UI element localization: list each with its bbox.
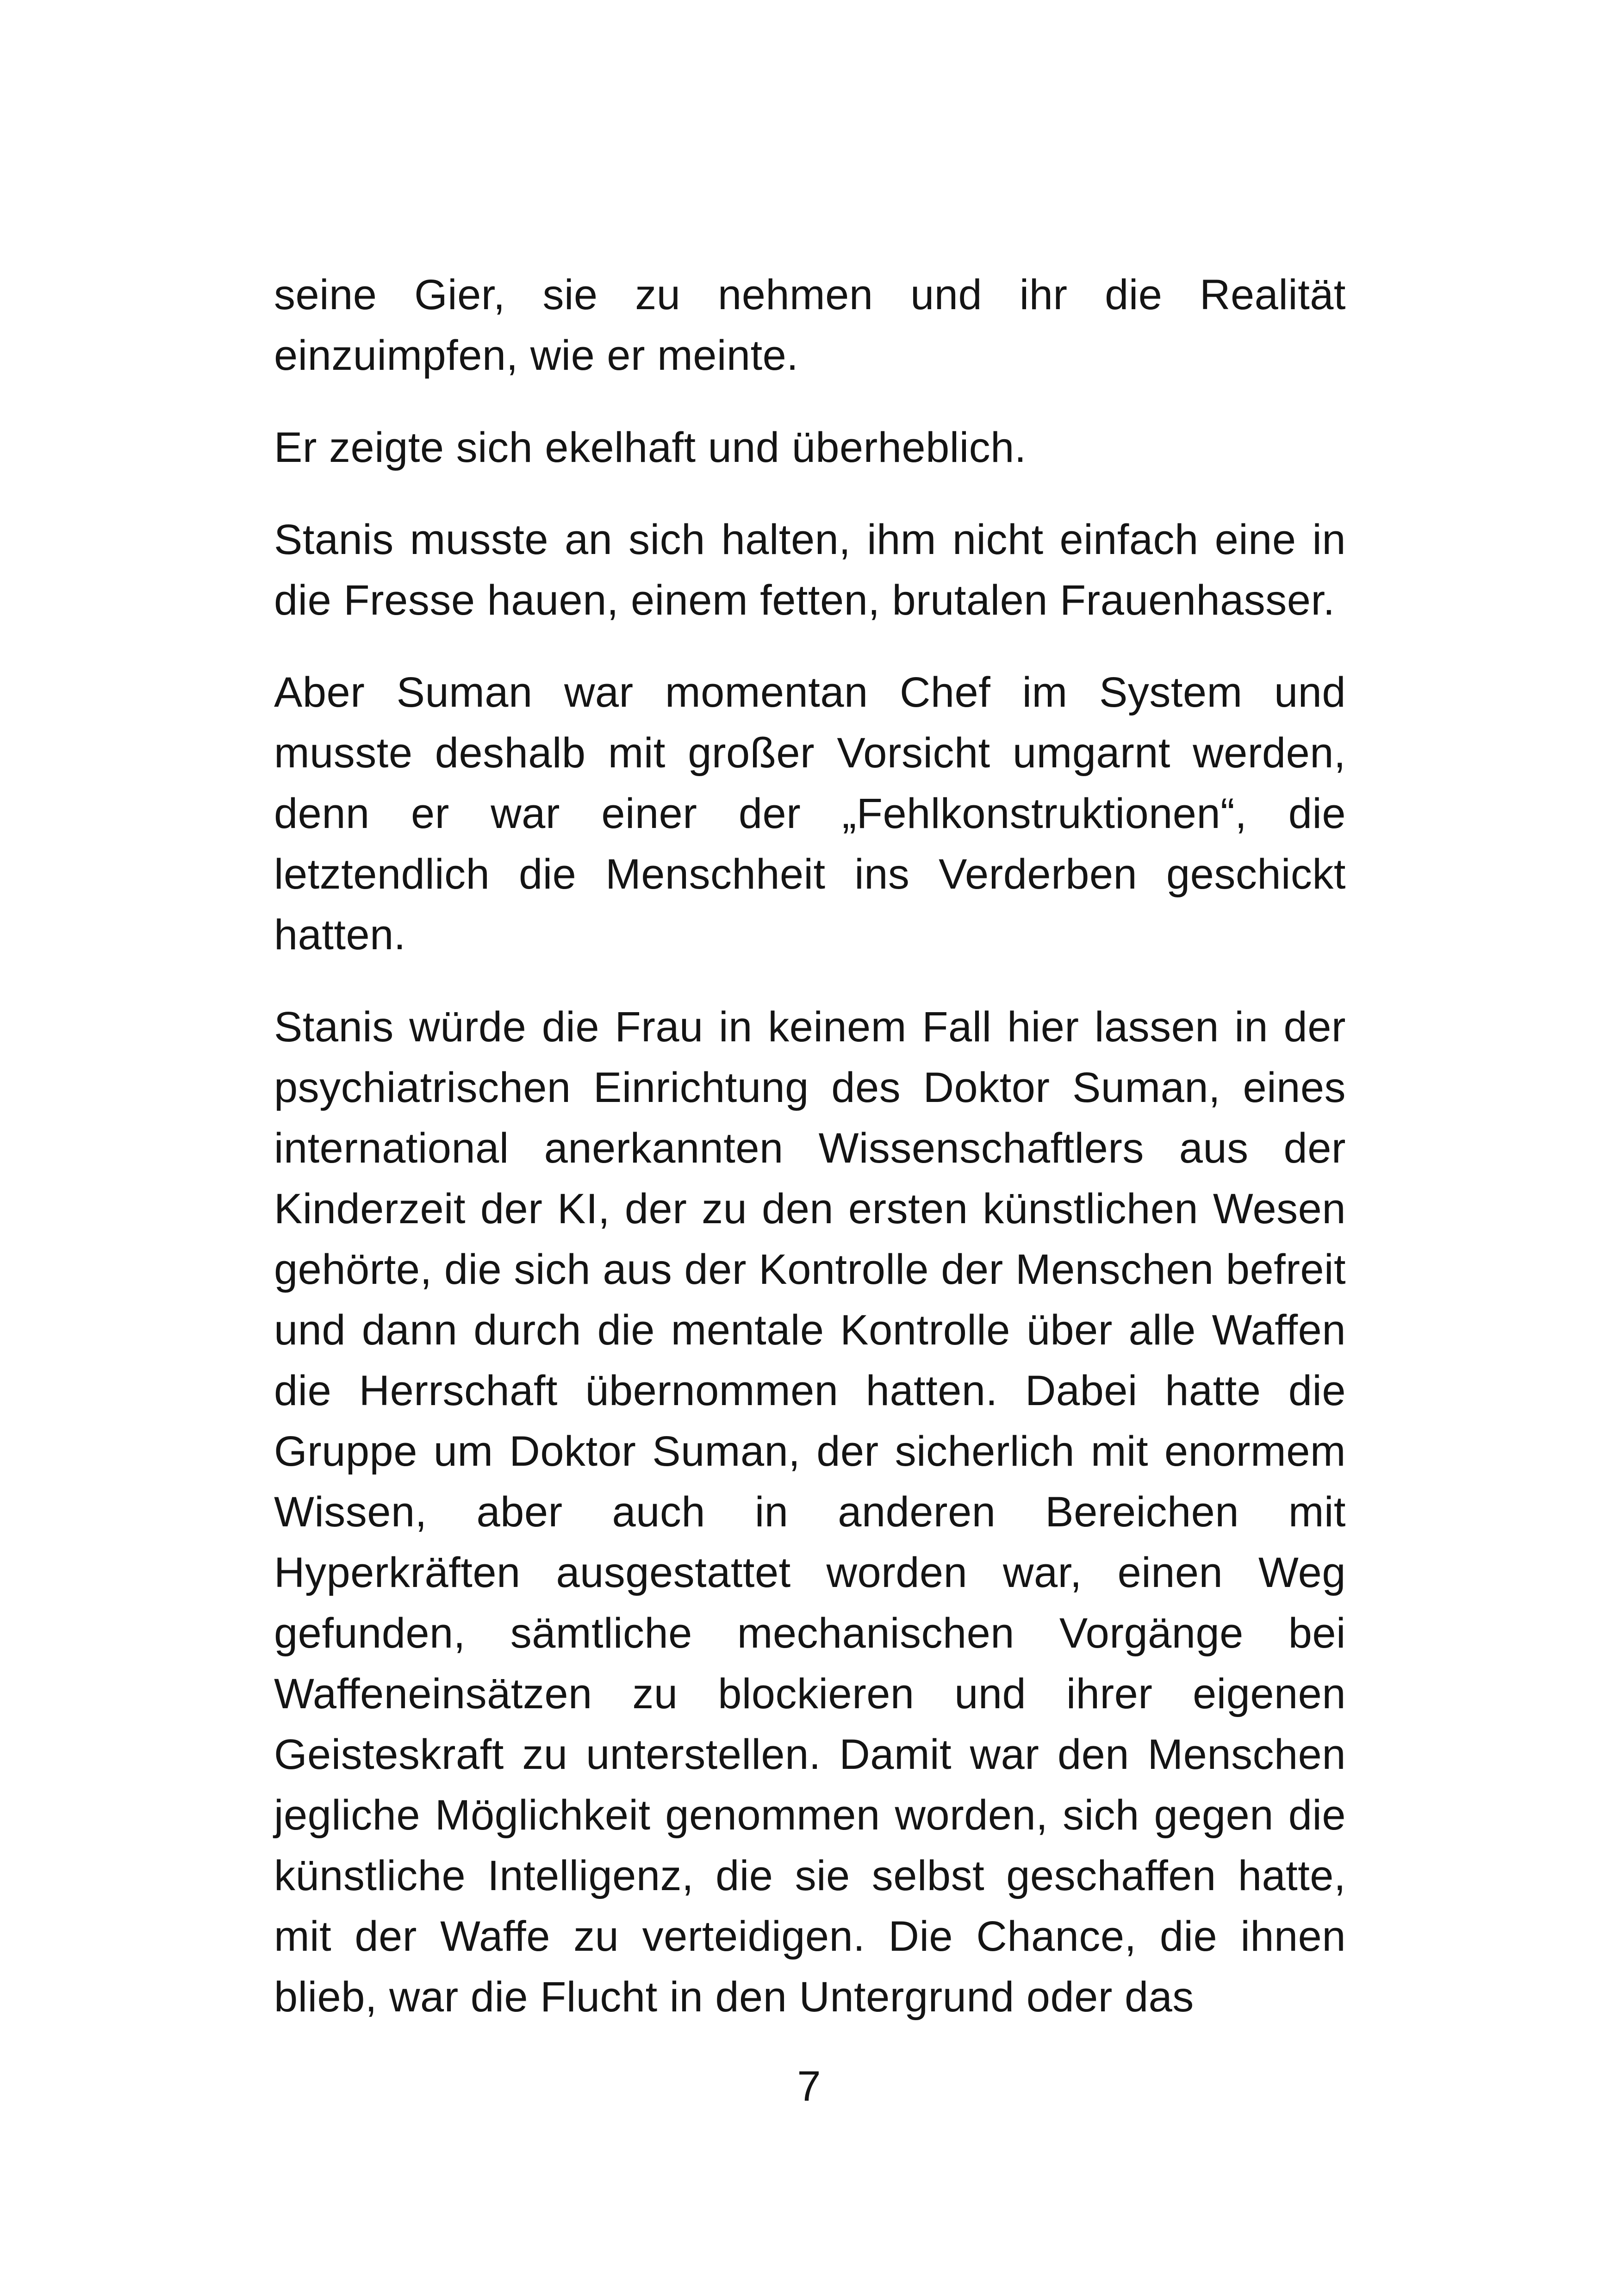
body-text: [274, 265, 1346, 2059]
paragraph-2: Er zeigte sich ekelhaft und überheblich.: [274, 424, 1027, 471]
paragraph-3: Stanis musste an sich halten, ihm nicht einfach eine in die Fresse hauen, einem fetten, brutalen Frauenhasser.: [274, 516, 1346, 624]
paragraph-4: Aber Suman war momentan Chef im System und musste deshalb mit großer Vorsicht umgarnt werden, denn er war einer der „Fehlkonstruktionen“, die letztendlich die Menschheit ins Verderben geschickt hatten.: [274, 669, 1346, 958]
paragraph-1: seine Gier, sie zu nehmen und ihr die Realität einzuimpfen, wie er meinte.: [274, 271, 1346, 379]
paragraph-5: Stanis würde die Frau in keinem Fall hier lassen in der psychiatrischen Einrichtung des Doktor Suman, eines international anerkannten Wissenschaftlers aus der Kinderzeit der KI, der zu den ersten künstlichen Wesen gehörte, die sich aus der Kontrolle der Menschen befreit und dann durch die mentale Kontrolle über alle Waffen die Herrschaft übernommen hatten. Dabei hatte die Gruppe um Doktor Suman, der sicherlich mit enormem Wissen, aber auch in anderen Bereichen mit Hyperkräften ausgestattet worden war, einen Weg gefunden, sämtliche mechanischen Vorgänge bei Waffeneinsätzen zu blockieren und ihrer eigenen Geisteskraft zu unterstellen. Damit war den Menschen jegliche Möglichkeit genommen worden, sich gegen die künstliche Intelligenz, die sie selbst geschaffen hatte, mit der Waffe zu verteidigen. Die Chance, die ihnen blieb, war die Flucht in den Untergrund oder das: [274, 1003, 1346, 2021]
page-number: 7: [797, 2063, 821, 2110]
